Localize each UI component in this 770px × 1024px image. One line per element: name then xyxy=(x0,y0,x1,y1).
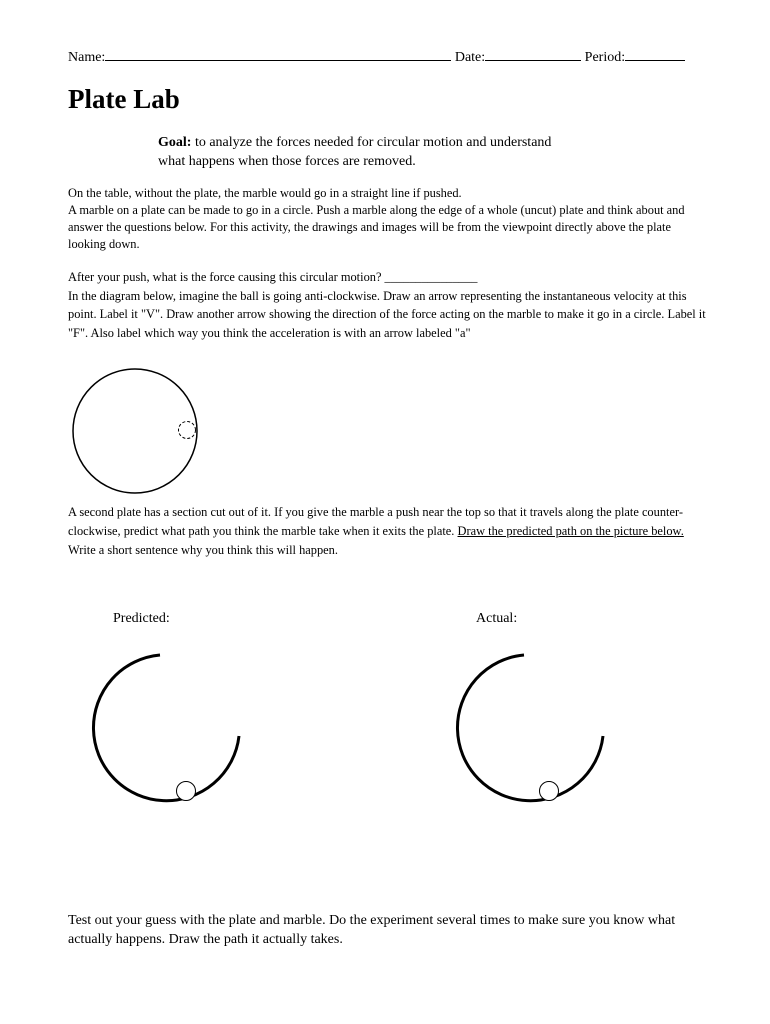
whole-plate-diagram[interactable] xyxy=(70,366,202,496)
goal-label: Goal: xyxy=(158,135,192,150)
marble-dashed xyxy=(179,422,196,439)
actual-cut-plate-diagram[interactable] xyxy=(444,648,614,813)
goal-statement xyxy=(158,133,558,171)
student-info-header xyxy=(68,46,708,66)
question-1-line-1: After your push, what is the force causing this circular motion? _______________ xyxy=(68,270,478,284)
actual-label: Actual: xyxy=(476,611,518,626)
predicted-label: Predicted: xyxy=(113,611,170,626)
intro-line-2: A marble on a plate can be made to go in a circle. Push a marble along the edge of a whole (uncut) plate and think about and answer the questions below. For this activity, the drawings and images will be from the viewpoint directly above the plate looking down. xyxy=(68,203,685,251)
period-label: Period: xyxy=(584,50,626,65)
period-field[interactable] xyxy=(625,46,685,61)
predicted-marble xyxy=(177,782,196,801)
name-label: Name: xyxy=(68,50,106,65)
date-label: Date: xyxy=(454,50,486,65)
name-field[interactable] xyxy=(105,46,451,61)
question-2-text: A second plate has a section cut out of it. If you give the marble a push near the top so that it travels along the plate counter-clockwise, predict what path you think the marble take when it exits the plate. xyxy=(68,505,683,538)
conclusion-paragraph: Test out your guess with the plate and marble. Do the experiment several times to make sure you know what actually happens. Draw the path it actually takes. xyxy=(68,913,676,947)
predicted-plate-arc xyxy=(93,655,239,801)
question-2-text-after: Write a short sentence why you think this will happen. xyxy=(68,543,338,557)
goal-text: to analyze the forces needed for circular motion and understand what happens when those forces are removed. xyxy=(158,135,552,169)
predicted-cut-plate-diagram[interactable] xyxy=(80,648,250,813)
question-1-line-2: In the diagram below, imagine the ball is going anti-clockwise. Draw an arrow representing the instantaneous velocity at this point. Label it "V". Draw another arrow showing the direction of the force acting on the marble to make it go in a circle. Label it "F". Also label which way you think the acceleration is with an arrow labeled "a" xyxy=(68,288,706,340)
question-2-instruction: Draw the predicted path on the picture below. xyxy=(457,524,684,538)
question-1 xyxy=(68,268,708,342)
actual-marble xyxy=(540,782,559,801)
date-field[interactable] xyxy=(485,46,581,61)
page-title: Plate Lab xyxy=(68,84,180,114)
intro-paragraph xyxy=(68,185,708,253)
actual-plate-arc xyxy=(457,655,603,801)
intro-line-1: On the table, without the plate, the marble would go in a straight line if pushed. xyxy=(68,186,462,200)
question-2 xyxy=(68,503,708,560)
